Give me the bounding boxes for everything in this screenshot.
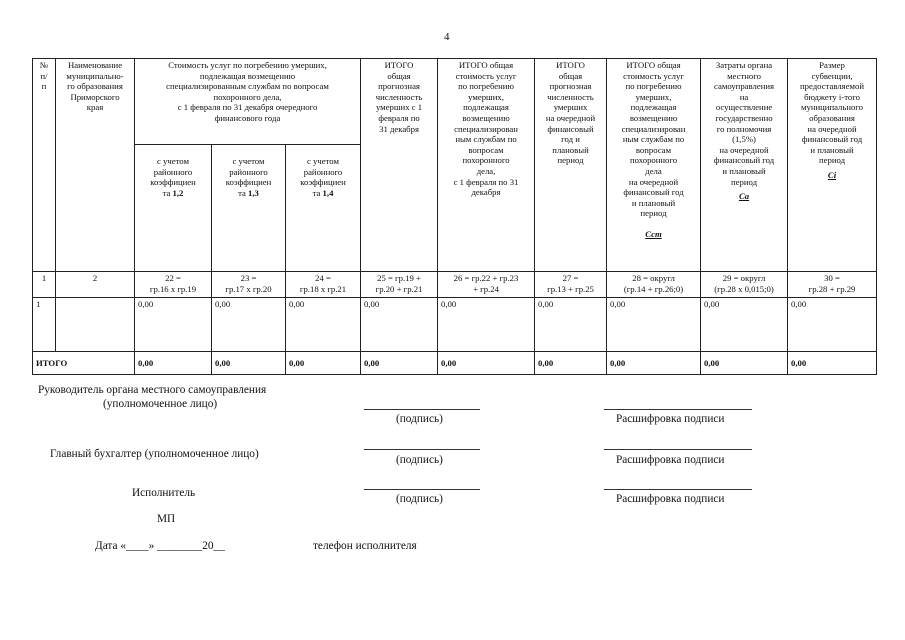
coefficient-value: 1,4 [322,187,334,198]
header-line: гр.17 x гр.20 [225,283,272,294]
header-line: с 1 февраля по 31 [453,176,519,187]
header-line: по погребению [625,81,682,92]
header-line: предоставляемой [800,81,865,92]
header-line: го полномочия [716,123,772,134]
executor-title: Исполнитель [132,487,196,499]
header-line: 22 = [165,273,181,283]
colnum-22 [135,272,212,298]
header-line: районного [153,166,193,177]
header-line: 23 = [240,273,257,283]
executor-decryption-label: Расшифровка подписи [616,493,725,505]
header-line: период [731,176,758,187]
header-line: подлежащая возмещению [199,70,296,81]
header-line: похоронного [462,155,510,166]
total-value: 0,00 [788,352,877,375]
total-value: 0,00 [438,352,535,375]
head-title-line1: Руководитель органа местного самоуправления [38,384,267,396]
total-value: 0,00 [607,352,701,375]
header-line: ным службам по [455,134,517,145]
header-line: период [640,208,667,219]
header-line: муниципального [801,102,864,113]
header-line-text: та [238,187,246,198]
coefficient-value: 1,2 [172,187,184,198]
colnum-26 [438,272,535,298]
header-col30 [788,59,877,272]
accountant-signature-line [364,449,480,450]
header-coef-1-3 [212,145,286,272]
symbol-ci: Ci [827,169,837,180]
colnum-1: 1 [33,272,56,298]
header-line: ИТОГО общая [458,60,514,70]
header-line: п/ [40,70,48,81]
header-line-text: та [162,187,171,198]
row-value: 0,00 [788,298,877,352]
header-line: возмещению [629,112,678,123]
colnum-25 [361,272,438,298]
colnum-28 [607,272,701,298]
row-number: 1 [33,298,56,352]
header-line: муниципально- [66,70,124,81]
header-line: п [41,81,47,92]
header-line: государственно [715,112,773,123]
header-line: (1,5%) [732,134,756,145]
row-value: 0,00 [135,298,212,352]
head-signature-label: (подпись) [396,413,443,425]
header-line: февраля по [378,112,420,123]
total-row [33,352,877,375]
header-line: плановый [552,144,589,155]
coefficient-value: 1,3 [248,187,259,198]
total-value: 0,00 [535,352,607,375]
accountant-decryption-line [604,449,752,450]
header-line: год и [561,134,580,145]
header-line: Размер [819,60,845,70]
header-line: с учетом [232,156,265,166]
header-line: ным службам по [622,134,685,145]
colnum-27 [535,272,607,298]
header-line: на очередной [807,123,857,134]
header-line: коэффициен [300,177,346,188]
header-line: декабря [471,187,501,198]
header-col26 [438,59,535,272]
header-line: финансовый год [801,134,863,145]
header-line: умерших с 1 [375,102,423,113]
header-line: и плановый [722,165,766,176]
header-line: финансовый год [713,155,775,166]
header-line: на [739,91,749,102]
header-line: умерших [553,102,588,113]
header-line: подлежащая [463,102,509,113]
header-line: финансового года [214,112,281,123]
header-line: умерших, [635,91,672,102]
header-line: ИТОГО [556,60,585,70]
symbol-ccm: Ccm [645,228,662,239]
header-line: № [39,60,49,70]
header-line: численность [375,91,423,102]
header-line: края [86,102,104,113]
head-decryption-line [604,409,752,410]
row-value: 0,00 [212,298,286,352]
header-line: специализирован [621,123,686,134]
header-line: гр.16 x гр.19 [149,283,197,294]
header-coef-1-4 [286,145,361,272]
header-line: и плановый [631,197,676,208]
total-value: 0,00 [286,352,361,375]
header-line: образования [809,112,855,123]
header-line: гр.20 + гр.21 [375,283,423,294]
header-line: прогнозная [378,81,420,92]
total-value: 0,00 [361,352,438,375]
header-line: коэффициен [150,177,196,188]
header-line: с учетом [157,156,189,166]
symbol-ca: Ca [738,191,750,202]
colnum-24 [286,272,361,298]
header-line: 28 = округл [632,273,675,283]
row-value: 0,00 [286,298,361,352]
header-line [287,188,359,199]
header-line: 29 = округл [722,273,766,283]
row-value: 0,00 [438,298,535,352]
header-line: 26 = гр.22 + гр.23 [453,273,519,283]
header-line: похоронного дела, [213,91,282,102]
header-cost-group [135,59,361,145]
header-line: 30 = [824,273,840,283]
header-line: и плановый [810,144,854,155]
head-signature-line [364,409,480,410]
total-value: 0,00 [135,352,212,375]
total-label: ИТОГО [33,352,135,375]
header-col28 [607,59,701,272]
header-line: умерших, [468,91,504,102]
header-line: самоуправления [714,81,775,92]
header-line [213,188,284,199]
head-decryption-label: Расшифровка подписи [616,413,725,425]
total-value: 0,00 [212,352,286,375]
header-line: Затраты органа [715,60,773,70]
header-line: Приморского [70,91,120,102]
header-line: специализированным службам по вопросам [166,81,329,92]
row-municipality [56,298,135,352]
header-line: с учетом [307,156,339,166]
header-line: период [557,155,584,166]
header-line: районного [229,166,268,177]
header-line: прогнозная [549,81,592,92]
header-line: с 1 февраля по 31 декабря очередного [177,102,318,113]
header-line: гр.28 + гр.29 [808,283,856,294]
header-line: (гр.14 + гр.26;0) [623,283,684,294]
header-line: финансовый [547,123,594,134]
column-number-row [33,272,877,298]
executor-decryption-line [604,489,752,490]
colnum-2: 2 [56,272,135,298]
header-line: стоимость услуг [455,70,517,81]
stamp-place: МП [157,513,176,525]
header-line: ИТОГО общая [626,60,681,70]
header-line: гр.18 x гр.21 [299,283,347,294]
colnum-29 [701,272,788,298]
header-line: подлежащая [630,102,677,113]
total-value: 0,00 [701,352,788,375]
header-line: 31 декабря [379,123,419,134]
header-line: стоимость услуг [623,70,684,81]
header-line: дела [645,165,662,176]
header-line: дела, [476,165,496,176]
header-line: 24 = [315,273,331,283]
row-value: 0,00 [361,298,438,352]
subvention-table [32,58,877,375]
header-line: специализирован [454,123,518,134]
header-line: общая [558,70,583,81]
header-line: Стоимость услуг по погребению умерших, [168,60,327,70]
header-line: общая [387,70,411,81]
executor-signature-label: (подпись) [396,493,443,505]
page-number: 4 [444,31,450,43]
header-line: бюджету i-того [804,91,860,102]
header-number [33,59,56,272]
header-col27 [535,59,607,272]
colnum-23 [212,272,286,298]
header-line: районного [303,166,343,177]
header-line: на очередной [628,176,679,187]
header-line: похоронного [629,155,678,166]
header-line: коэффициен [225,177,272,188]
header-line: численность [547,91,594,102]
header-line: осуществление [715,102,773,113]
header-line: по погребению [458,81,514,92]
colnum-30 [788,272,877,298]
date-field: Дата «____» ________20__ [95,540,225,552]
header-line: вопросам [468,144,504,155]
row-value: 0,00 [701,298,788,352]
header-line: 27 = [562,273,579,283]
accountant-signature-label: (подпись) [396,454,443,466]
header-line: 25 = гр.19 + [377,273,421,283]
header-line: субвенции, [811,70,853,81]
accountant-decryption-label: Расшифровка подписи [616,454,725,466]
header-line-text: та [312,187,321,198]
header-line: гр.13 + гр.25 [547,283,594,294]
header-line: период [819,155,846,166]
header-line: (гр.28 x 0,015;0) [714,283,774,294]
header-coef-1-2 [135,145,212,272]
header-col25 [361,59,438,272]
header-line: финансовый год [623,187,684,198]
executor-signature-line [364,489,480,490]
header-line: + гр.24 [473,283,499,294]
accountant-title: Главный бухгалтер (уполномоченное лицо) [50,448,259,460]
header-line [136,188,210,199]
head-title-line2: (уполномоченное лицо) [103,398,218,410]
header-line: на очередной [719,144,769,155]
phone-label: телефон исполнителя [313,540,417,552]
header-line: вопросам [635,144,672,155]
header-municipality-name [56,59,135,272]
header-line: Наименование [67,60,123,70]
table-row [33,298,877,352]
header-line: го образования [67,81,123,92]
row-value: 0,00 [535,298,607,352]
row-value: 0,00 [607,298,701,352]
header-line: местного [727,70,761,81]
header-line: на очередной [545,112,596,123]
header-line: возмещению [462,112,510,123]
header-col29 [701,59,788,272]
header-line: ИТОГО [384,60,414,70]
